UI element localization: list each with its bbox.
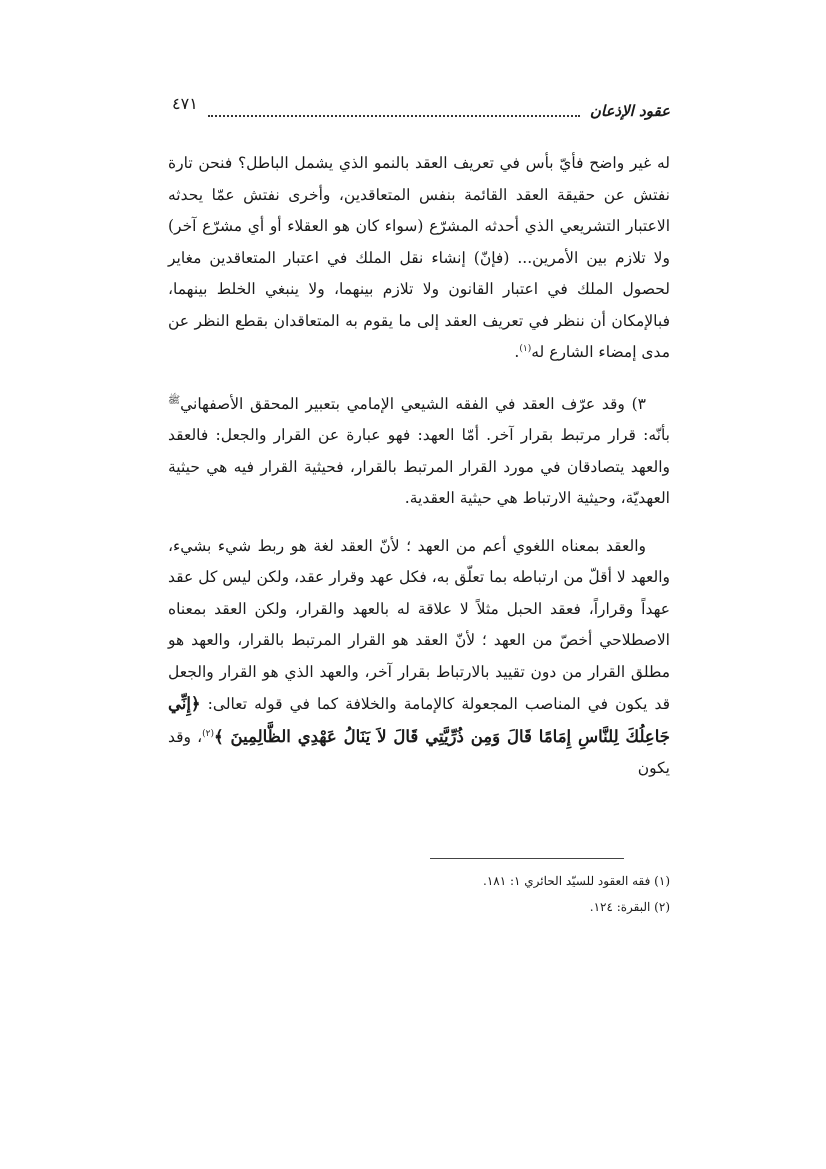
body-text xyxy=(168,148,670,785)
paragraph-1: له غير واضح فأيّ بأس في تعريف العقد بالنمو الذي يشمل الباطل؟ فنحن تارة نفتش عن حقيقة العقد القائمة بنفس المتعاقدين، وأخرى نفتش عمّا يحدثه الاعتبار التشريعي الذي أحدثه المشرّع (سواء كان هو العقلاء أو أي مشرّع آخر) ولا تلازم بين الأمرين... (فإنّ) إنشاء نقل الملك في اعتبار المتعاقدين مغاير لحصول الملك في اعتبار القانون ولا تلازم بينهما، ولا ينبغي الخلط بينهما، فبالإمكان أن ننظر في تعريف العقد إلى ما يقوم به المتعاقدان بقطع النظر عن مدى إمضاء الشارع له$^{(١)}$. xyxy=(168,154,670,361)
paragraph-3: والعقد بمعناه اللغوي أعم من العهد ؛ لأنّ العقد لغة هو ربط شيء بشيء، والعهد لا أقلّ من ارتباطه بما تعلّق به، فكل عهد وقرار عقد، ولكن ليس كل عقد عهداً وقراراً، فعقد الحبل مثلاً لا علاقة له بالعهد والقرار، ولكن العقد بمعناه الاصطلاحي أخصّ من العهد ؛ لأنّ العقد هو القرار المرتبط بالقرار، والعهد هو مطلق القرار من دون تقييد بالارتباط بقرار آخر، والعهد الذي هو القرار والجعل قد يكون في المناصب المجعولة كالإمامة والخلافة كما في قوله تعالى: ﴿إِنِّي جَاعِلُكَ لِلنَّاسِ إِمَامًا قَالَ وَمِن ذُرِّيَّتِي قَالَ لاَ يَنَالُ عَهْدِي الظَّالِمِينَ ﴾$^{(٢)}$، وقد يكون xyxy=(168,536,670,778)
footnotes xyxy=(168,868,670,920)
paragraph-2: ٣) وقد عرّف العقد في الفقه الشيعي الإمامي بتعبير المحقق الأصفهاني$^ﷺ$ بأنّه: قرار مرتبط بقرار آخر. أمّا العهد: فهو عبارة عن القرار والجعل: فالعقد والعهد يتصادقان في مورد القرار المرتبط بالقرار، فحيثية القرار فيه هي حيثية العهديّة، وحيثية الارتباط هي حيثية العقدية. xyxy=(168,394,670,508)
honorific-symbol: ﷺ xyxy=(168,394,181,406)
header-leader-dots xyxy=(208,115,580,117)
page-number: ٤٧١ xyxy=(172,94,198,113)
running-header xyxy=(168,88,670,128)
footnote-ref-2[interactable]: (٢) xyxy=(202,728,214,739)
footnote-1: (١) فقه العقود للسيّد الحائري ١: ١٨١. xyxy=(482,874,670,888)
book-title: عقود الإذعان xyxy=(589,102,670,120)
footnote-2: (٢) البقرة: ١٢٤. xyxy=(589,900,670,914)
footnote-ref-1[interactable]: (١) xyxy=(519,343,532,354)
quran-verse: ﴿إِنِّي جَاعِلُكَ لِلنَّاسِ إِمَامًا قَالَ وَمِن ذُرِّيَّتِي قَالَ لاَ يَنَالُ عَهْدِي الظَّالِمِينَ ﴾ xyxy=(168,694,670,746)
footnote-separator xyxy=(430,858,624,859)
